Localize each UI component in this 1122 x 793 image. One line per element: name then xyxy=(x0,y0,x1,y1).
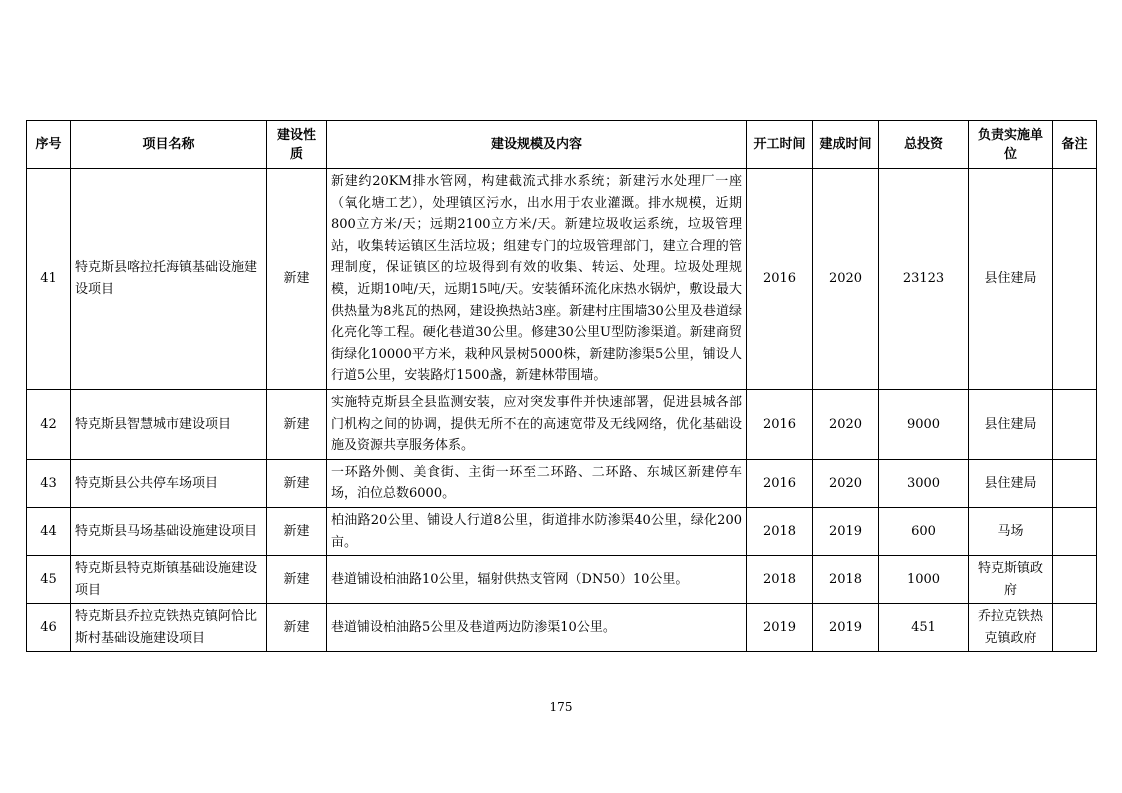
cell-content: 一环路外侧、美食街、主街一环至二环路、二环路、东城区新建停车场，泊位总数6000。 xyxy=(327,459,747,507)
table-row xyxy=(27,604,1097,652)
cell-name: 特克斯县乔拉克铁热克镇阿恰比斯村基础设施建设项目 xyxy=(71,604,267,652)
cell-seq: 44 xyxy=(27,507,71,555)
cell-nature: 新建 xyxy=(267,169,327,390)
cell-end: 2019 xyxy=(813,507,879,555)
cell-seq: 42 xyxy=(27,389,71,459)
cell-unit: 县住建局 xyxy=(969,169,1053,390)
cell-name: 特克斯县喀拉托海镇基础设施建设项目 xyxy=(71,169,267,390)
cell-unit: 乔拉克铁热克镇政府 xyxy=(969,604,1053,652)
cell-remark xyxy=(1053,507,1097,555)
table-row xyxy=(27,169,1097,390)
cell-investment: 9000 xyxy=(879,389,969,459)
cell-remark xyxy=(1053,459,1097,507)
cell-content: 巷道铺设柏油路5公里及巷道两边防渗渠10公里。 xyxy=(327,604,747,652)
cell-content: 巷道铺设柏油路10公里，辐射供热支管网（DN50）10公里。 xyxy=(327,556,747,604)
cell-start: 2019 xyxy=(747,604,813,652)
cell-seq: 43 xyxy=(27,459,71,507)
cell-start: 2016 xyxy=(747,389,813,459)
cell-end: 2020 xyxy=(813,459,879,507)
cell-name: 特克斯县智慧城市建设项目 xyxy=(71,389,267,459)
cell-start: 2018 xyxy=(747,556,813,604)
cell-end: 2020 xyxy=(813,169,879,390)
header-name: 项目名称 xyxy=(71,121,267,169)
cell-seq: 41 xyxy=(27,169,71,390)
cell-remark xyxy=(1053,556,1097,604)
cell-end: 2018 xyxy=(813,556,879,604)
header-seq: 序号 xyxy=(27,121,71,169)
header-investment: 总投资 xyxy=(879,121,969,169)
cell-nature: 新建 xyxy=(267,389,327,459)
cell-seq: 46 xyxy=(27,604,71,652)
cell-end: 2019 xyxy=(813,604,879,652)
cell-unit: 特克斯镇政府 xyxy=(969,556,1053,604)
cell-unit: 马场 xyxy=(969,507,1053,555)
cell-investment: 600 xyxy=(879,507,969,555)
cell-start: 2018 xyxy=(747,507,813,555)
header-end: 建成时间 xyxy=(813,121,879,169)
header-nature: 建设性质 xyxy=(267,121,327,169)
cell-content: 柏油路20公里、铺设人行道8公里，街道排水防渗渠40公里，绿化200亩。 xyxy=(327,507,747,555)
cell-nature: 新建 xyxy=(267,459,327,507)
cell-end: 2020 xyxy=(813,389,879,459)
table-header-row xyxy=(27,121,1097,169)
header-content: 建设规模及内容 xyxy=(327,121,747,169)
header-unit: 负责实施单位 xyxy=(969,121,1053,169)
cell-remark xyxy=(1053,169,1097,390)
cell-start: 2016 xyxy=(747,459,813,507)
project-table xyxy=(26,120,1097,652)
cell-remark xyxy=(1053,604,1097,652)
cell-investment: 23123 xyxy=(879,169,969,390)
header-remark: 备注 xyxy=(1053,121,1097,169)
cell-investment: 1000 xyxy=(879,556,969,604)
cell-name: 特克斯县公共停车场项目 xyxy=(71,459,267,507)
page-number: 175 xyxy=(549,700,573,714)
cell-remark xyxy=(1053,389,1097,459)
cell-name: 特克斯县特克斯镇基础设施建设项目 xyxy=(71,556,267,604)
table-row xyxy=(27,389,1097,459)
cell-seq: 45 xyxy=(27,556,71,604)
table-row xyxy=(27,459,1097,507)
cell-content: 新建约20KM排水管网，构建截流式排水系统；新建污水处理厂一座（氧化塘工艺），处理镇区污水，出水用于农业灌溉。排水规模，近期800立方米/天；远期2100立方米/天。新建垃圾收运系统，垃圾管理站，收集转运镇区生活垃圾；组建专门的垃圾管理部门，建立合理的管理制度，保证镇区的垃圾得到有效的收集、转运、处理。垃圾处理规模，近期10吨/天，远期15吨/天。安装循环流化床热水锅炉，敷设最大供热量为8兆瓦的热网，建设换热站3座。新建村庄围墙30公里及巷道绿化亮化等工程。硬化巷道30公里。修建30公里U型防渗渠道。新建商贸街绿化10000平方米，栽种风景树5000株，新建防渗渠5公里，铺设人行道5公里，安装路灯1500盏，新建林带围墙。 xyxy=(327,169,747,390)
table-row xyxy=(27,507,1097,555)
header-start: 开工时间 xyxy=(747,121,813,169)
cell-start: 2016 xyxy=(747,169,813,390)
table-row xyxy=(27,556,1097,604)
cell-investment: 3000 xyxy=(879,459,969,507)
cell-nature: 新建 xyxy=(267,507,327,555)
cell-content: 实施特克斯县全县监测安装，应对突发事件并快速部署，促进县城各部门机构之间的协调，提供无所不在的高速宽带及无线网络，优化基础设施及资源共享服务体系。 xyxy=(327,389,747,459)
cell-nature: 新建 xyxy=(267,556,327,604)
cell-name: 特克斯县马场基础设施建设项目 xyxy=(71,507,267,555)
cell-unit: 县住建局 xyxy=(969,459,1053,507)
cell-investment: 451 xyxy=(879,604,969,652)
cell-nature: 新建 xyxy=(267,604,327,652)
cell-unit: 县住建局 xyxy=(969,389,1053,459)
